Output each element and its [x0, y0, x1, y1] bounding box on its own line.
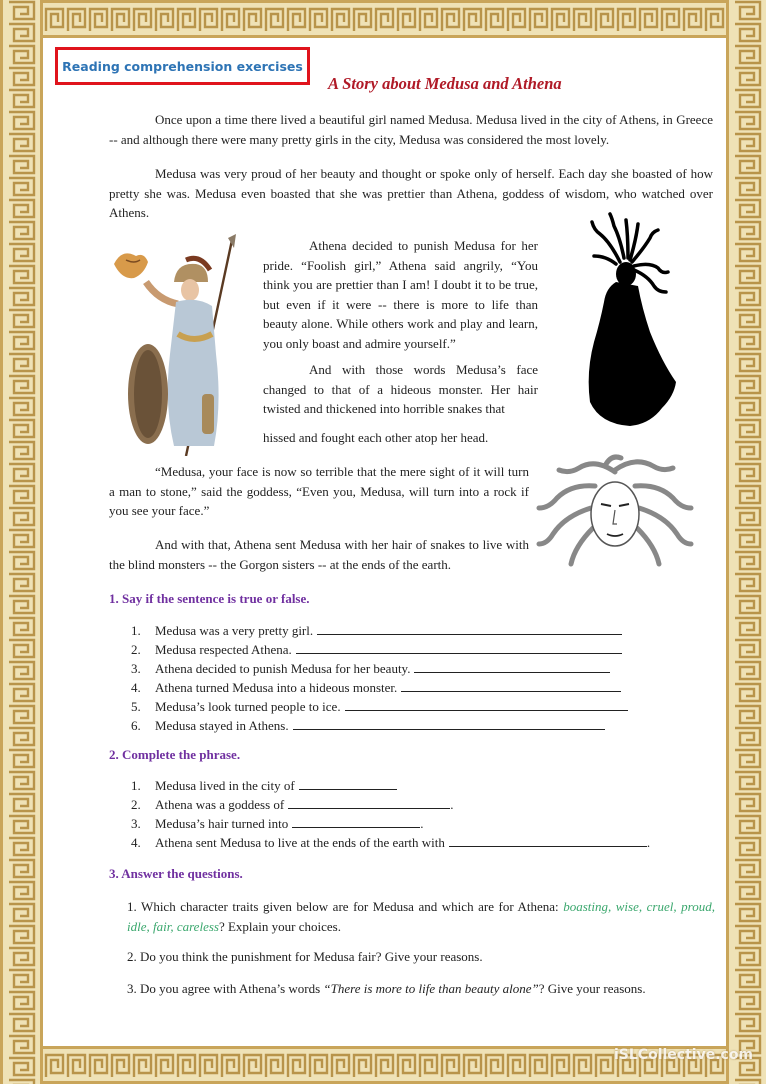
answer-blank[interactable]	[414, 659, 610, 673]
story-title: A Story about Medusa and Athena	[328, 74, 562, 93]
item-number: 4.	[131, 835, 141, 850]
question-text: 3. Do you agree with Athena’s words	[127, 981, 324, 996]
decorative-border-left	[0, 0, 43, 1084]
exercise2-list	[131, 776, 650, 852]
question-3	[127, 979, 715, 999]
story-paragraph	[263, 428, 538, 448]
answer-blank[interactable]	[288, 795, 450, 809]
answer-blank[interactable]	[299, 776, 397, 790]
item-number: 1.	[131, 778, 141, 793]
paragraph-text: Medusa was very proud of her beauty and thought or spoke only of herself. Each day she boasted of how pretty she was. Medusa even boasted that she was prettier than Athena, goddess of wisdom, who watched over Athens.	[109, 166, 713, 220]
list-item	[131, 814, 650, 833]
story-paragraph	[109, 462, 529, 521]
paragraph-text: hissed and fought each other atop her head.	[263, 430, 489, 445]
trait-words: boasting, wise, cruel, proud, idle, fair, careless	[127, 899, 715, 934]
answer-blank[interactable]	[345, 697, 628, 711]
worksheet-type-label: Reading comprehension exercises	[55, 47, 310, 85]
question-1	[127, 897, 715, 937]
answer-blank[interactable]	[317, 621, 622, 635]
answer-blank[interactable]	[401, 678, 621, 692]
decorative-border-right	[726, 0, 766, 1084]
item-text: Athena turned Medusa into a hideous monster.	[155, 680, 398, 695]
item-text: Medusa was a very pretty girl.	[155, 623, 314, 638]
exercise2-title: 2. Complete the phrase.	[109, 747, 241, 762]
decorative-border-top	[0, 0, 766, 38]
list-item	[131, 678, 628, 697]
answer-blank[interactable]	[292, 814, 420, 828]
item-number: 5.	[131, 699, 141, 714]
paragraph-text: And with that, Athena sent Medusa with her hair of snakes to live with the blind monsters -- the Gorgon sisters -- at the ends of the earth.	[109, 537, 529, 572]
item-text: Athena was a goddess of	[155, 797, 285, 812]
greek-key-pattern-icon	[0, 0, 766, 38]
medusa-silhouette-image	[570, 212, 680, 430]
item-suffix: .	[420, 816, 424, 831]
item-suffix: .	[646, 835, 651, 850]
item-number: 3.	[131, 661, 141, 676]
answer-blank[interactable]	[293, 716, 605, 730]
item-suffix: .	[450, 797, 454, 812]
exercise1-list	[131, 621, 628, 735]
list-item	[131, 697, 628, 716]
item-text: Medusa lived in the city of	[155, 778, 295, 793]
answer-blank[interactable]	[449, 833, 647, 847]
exercise1-title: 1. Say if the sentence is true or false.	[109, 591, 310, 606]
medusa-silhouette-icon	[570, 212, 680, 430]
paragraph-text: Athena decided to punish Medusa for her pride. “Foolish girl,” Athena said angrily, “You think you are prettier than I am! I doubt it to be true, but even if it were -- there is more to life than beauty alone. While others work and play and learn, you only boast and admire yourself.”	[263, 238, 538, 351]
athena-quote: “There is more to life than beauty alone”	[323, 981, 539, 996]
list-item	[131, 640, 628, 659]
list-item	[131, 621, 628, 640]
medusa-head-icon	[535, 452, 695, 577]
item-text: Medusa respected Athena.	[155, 642, 292, 657]
athena-figure-icon	[104, 234, 254, 456]
item-text: Athena sent Medusa to live at the ends of the earth with	[155, 835, 445, 850]
item-number: 2.	[131, 642, 141, 657]
greek-key-pattern-icon	[0, 0, 43, 1084]
paragraph-text: And with those words Medusa’s face changed to that of a hideous monster. Her hair twisted and thickened into horrible snakes that	[263, 362, 538, 416]
question-text: ? Give your reasons.	[538, 981, 646, 996]
question-text: 1. Which character traits given below are for Medusa and which are for Athena:	[127, 899, 564, 914]
item-text: Medusa’s look turned people to ice.	[155, 699, 341, 714]
medusa-head-sketch	[535, 452, 695, 577]
item-text: Medusa stayed in Athens.	[155, 718, 289, 733]
item-number: 4.	[131, 680, 141, 695]
item-number: 1.	[131, 623, 141, 638]
item-number: 3.	[131, 816, 141, 831]
question-text: ? Explain your choices.	[218, 919, 341, 934]
answer-blank[interactable]	[296, 640, 622, 654]
story-paragraph	[109, 535, 529, 574]
watermark: iSLCollective.com	[614, 1047, 754, 1063]
list-item	[131, 795, 650, 814]
list-item	[131, 833, 650, 852]
greek-key-pattern-icon	[726, 0, 766, 1084]
item-text: Athena decided to punish Medusa for her beauty.	[155, 661, 411, 676]
athena-illustration	[104, 234, 254, 456]
story-paragraph	[263, 236, 538, 353]
paragraph-text: Once upon a time there lived a beautiful girl named Medusa. Medusa lived in the city of Athens, in Greece -- and although there were many pretty girls in the city, Medusa was considered the most lovely.	[109, 112, 713, 147]
list-item	[131, 716, 628, 735]
item-text: Medusa’s hair turned into	[155, 816, 289, 831]
story-paragraph	[109, 110, 713, 149]
item-number: 6.	[131, 718, 141, 733]
list-item	[131, 776, 650, 795]
list-item	[131, 659, 628, 678]
paragraph-text: “Medusa, your face is now so terrible that the mere sight of it will turn a man to stone,” said the goddess, “Even you, Medusa, will turn into a rock if you see your face.”	[109, 464, 529, 518]
question-text: 2. Do you think the punishment for Medusa fair? Give your reasons.	[127, 949, 483, 964]
exercise3-title: 3. Answer the questions.	[109, 866, 243, 881]
item-number: 2.	[131, 797, 141, 812]
story-paragraph	[263, 360, 538, 419]
question-2	[127, 947, 715, 967]
